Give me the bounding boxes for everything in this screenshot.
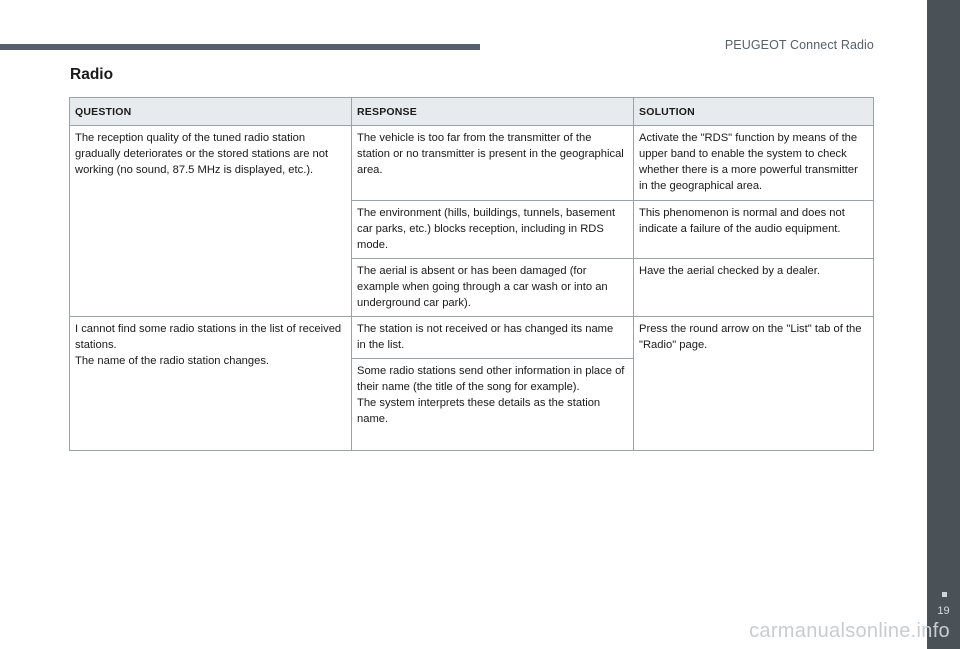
column-header-question: QUESTION — [70, 98, 352, 126]
response-line: The system interprets these details as the station name. — [357, 397, 601, 425]
question-line: I cannot find some radio stations in the list of received stations. — [75, 323, 342, 351]
response-line: Some radio stations send other information in place of their name (the title of the song for example). — [357, 365, 625, 393]
page-number: 19 — [937, 605, 950, 617]
solution-cell: Have the aerial checked by a dealer. — [634, 259, 874, 317]
table-row — [70, 126, 874, 201]
question-cell — [70, 317, 352, 451]
column-header-solution: SOLUTION — [634, 98, 874, 126]
question-cell: The reception quality of the tuned radio station gradually deteriorates or the stored stations are not working (no sound, 87.5 MHz is displayed, etc.). — [70, 126, 352, 317]
solution-cell: This phenomenon is normal and does not indicate a failure of the audio equipment. — [634, 201, 874, 259]
document-header-title: PEUGEOT Connect Radio — [724, 38, 874, 52]
response-cell: The vehicle is too far from the transmitter of the station or no transmitter is present in the geographical area. — [352, 126, 634, 201]
response-cell — [352, 359, 634, 451]
response-cell: The environment (hills, buildings, tunnels, basement car parks, etc.) blocks reception, including in RDS mode. — [352, 201, 634, 259]
question-line: The name of the radio station changes. — [75, 355, 270, 367]
response-cell: The station is not received or has changed its name in the list. — [352, 317, 634, 359]
watermark-text: carmanualsonline.info — [749, 620, 950, 642]
section-title: Radio — [70, 66, 114, 83]
header-accent-bar — [0, 44, 480, 50]
column-header-response: RESPONSE — [352, 98, 634, 126]
faq-table — [69, 97, 874, 451]
side-page-band — [927, 0, 960, 649]
solution-cell: Press the round arrow on the "List" tab of the "Radio" page. — [634, 317, 874, 451]
table-header-row — [70, 98, 874, 126]
solution-cell: Activate the "RDS" function by means of the upper band to enable the system to check whether there is a more powerful transmitter in the geographical area. — [634, 126, 874, 201]
response-cell: The aerial is absent or has been damaged (for example when going through a car wash or into an underground car park). — [352, 259, 634, 317]
page-marker-icon — [942, 592, 947, 597]
table-row — [70, 317, 874, 359]
